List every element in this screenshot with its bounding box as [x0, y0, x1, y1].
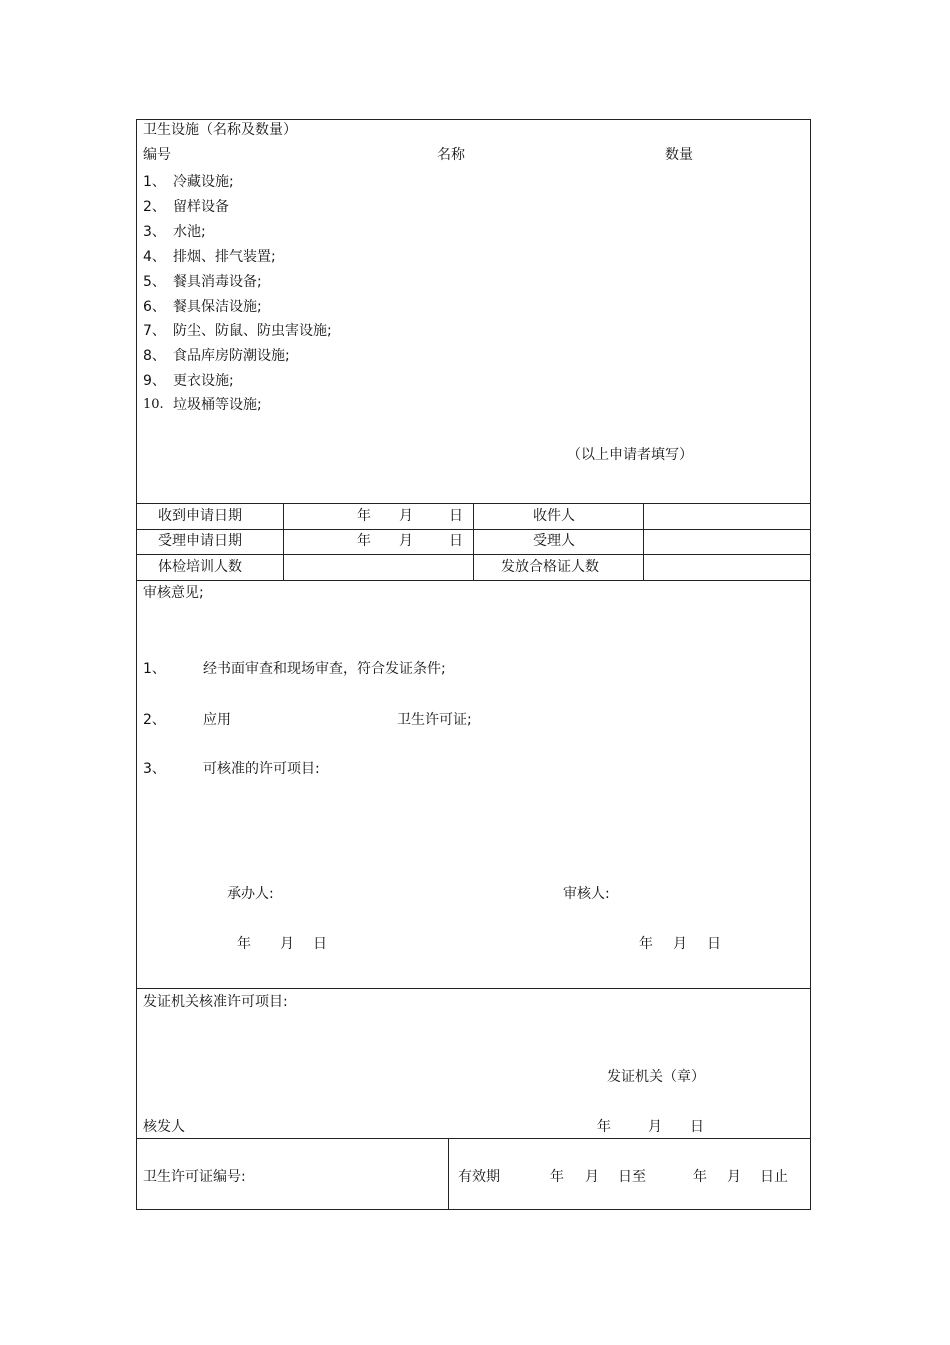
review-item-text: 应用	[203, 712, 231, 728]
validity-label: 有效期	[458, 1169, 500, 1185]
facility-item-label: 防尘、防鼠、防虫害设施;	[173, 323, 332, 339]
issuing-title: 发证机关核准许可项目:	[143, 994, 288, 1010]
divider	[283, 503, 284, 580]
review-item-text: 经书面审查和现场审查，符合发证条件;	[203, 661, 446, 677]
seal-label: 发证机关（章）	[607, 1069, 705, 1085]
accepted-date-label: 受理申请日期	[158, 533, 242, 549]
month-label: 月	[727, 1169, 741, 1185]
facility-item-label: 水池;	[173, 224, 206, 240]
review-item-number: 1、	[143, 661, 166, 677]
month-label: 月	[673, 936, 687, 952]
applicant-note: （以上申请者填写）	[567, 447, 693, 463]
month-label: 月	[585, 1169, 599, 1185]
accepted-by-label: 受理人	[533, 533, 575, 549]
facility-item-label: 留样设备	[173, 199, 229, 215]
day-label: 日	[449, 508, 463, 524]
month-label: 月	[648, 1119, 662, 1135]
review-item-number: 3、	[143, 761, 166, 777]
certified-count-label: 发放合格证人数	[501, 559, 599, 575]
facility-item-label: 冷藏设施;	[173, 174, 234, 190]
year-label: 年	[357, 508, 371, 524]
review-item-number: 2、	[143, 712, 166, 728]
issuer-label: 核发人	[143, 1119, 185, 1135]
month-label: 月	[399, 533, 413, 549]
facility-item-number: 3、	[143, 224, 166, 240]
review-item-text: 可核准的许可项目:	[203, 761, 320, 777]
day-to-label: 日至	[618, 1169, 646, 1185]
reviewer-label: 审核人:	[563, 886, 610, 902]
facility-item-label: 更衣设施;	[173, 373, 234, 389]
year-label: 年	[550, 1169, 564, 1185]
facility-item-label: 餐具保洁设施;	[173, 299, 262, 315]
facility-item-number: 2、	[143, 199, 166, 215]
hygiene-license-form	[136, 119, 811, 1210]
facility-item-number: 1、	[143, 174, 166, 190]
review-item-text: 卫生许可证;	[397, 712, 472, 728]
year-label: 年	[639, 936, 653, 952]
day-label: 日	[313, 936, 327, 952]
day-end-label: 日止	[760, 1169, 788, 1185]
facility-item-number: 8、	[143, 348, 166, 364]
facility-item-number: 7、	[143, 323, 166, 339]
facilities-title: 卫生设施（名称及数量）	[143, 122, 297, 138]
day-label: 日	[449, 533, 463, 549]
divider	[473, 503, 474, 580]
year-label: 年	[237, 936, 251, 952]
facility-item-label: 垃圾桶等设施;	[173, 397, 262, 413]
trained-count-label: 体检培训人数	[158, 559, 242, 575]
column-header-quantity: 数量	[665, 147, 693, 163]
facility-item-label: 排烟、排气装置;	[173, 249, 276, 265]
facility-item-label: 食品库房防潮设施;	[173, 348, 290, 364]
facility-item-number: 5、	[143, 274, 166, 290]
divider	[448, 1138, 449, 1209]
license-number-label: 卫生许可证编号:	[143, 1169, 246, 1185]
facility-item-number: 4、	[143, 249, 166, 265]
month-label: 月	[399, 508, 413, 524]
received-date-label: 收到申请日期	[158, 508, 242, 524]
divider	[137, 1138, 810, 1139]
facility-item-number: 10.	[143, 397, 164, 412]
divider	[643, 503, 644, 580]
column-header-number: 编号	[143, 147, 171, 163]
review-title: 审核意见;	[143, 585, 204, 601]
year-label: 年	[597, 1119, 611, 1135]
handler-label: 承办人:	[227, 886, 274, 902]
facility-item-label: 餐具消毒设备;	[173, 274, 262, 290]
day-label: 日	[690, 1119, 704, 1135]
year-label: 年	[357, 533, 371, 549]
divider	[137, 988, 810, 989]
divider	[137, 580, 810, 581]
year-label: 年	[693, 1169, 707, 1185]
facility-item-number: 9、	[143, 373, 166, 389]
facility-item-number: 6、	[143, 299, 166, 315]
month-label: 月	[280, 936, 294, 952]
received-by-label: 收件人	[533, 508, 575, 524]
column-header-name: 名称	[437, 147, 465, 163]
day-label: 日	[707, 936, 721, 952]
